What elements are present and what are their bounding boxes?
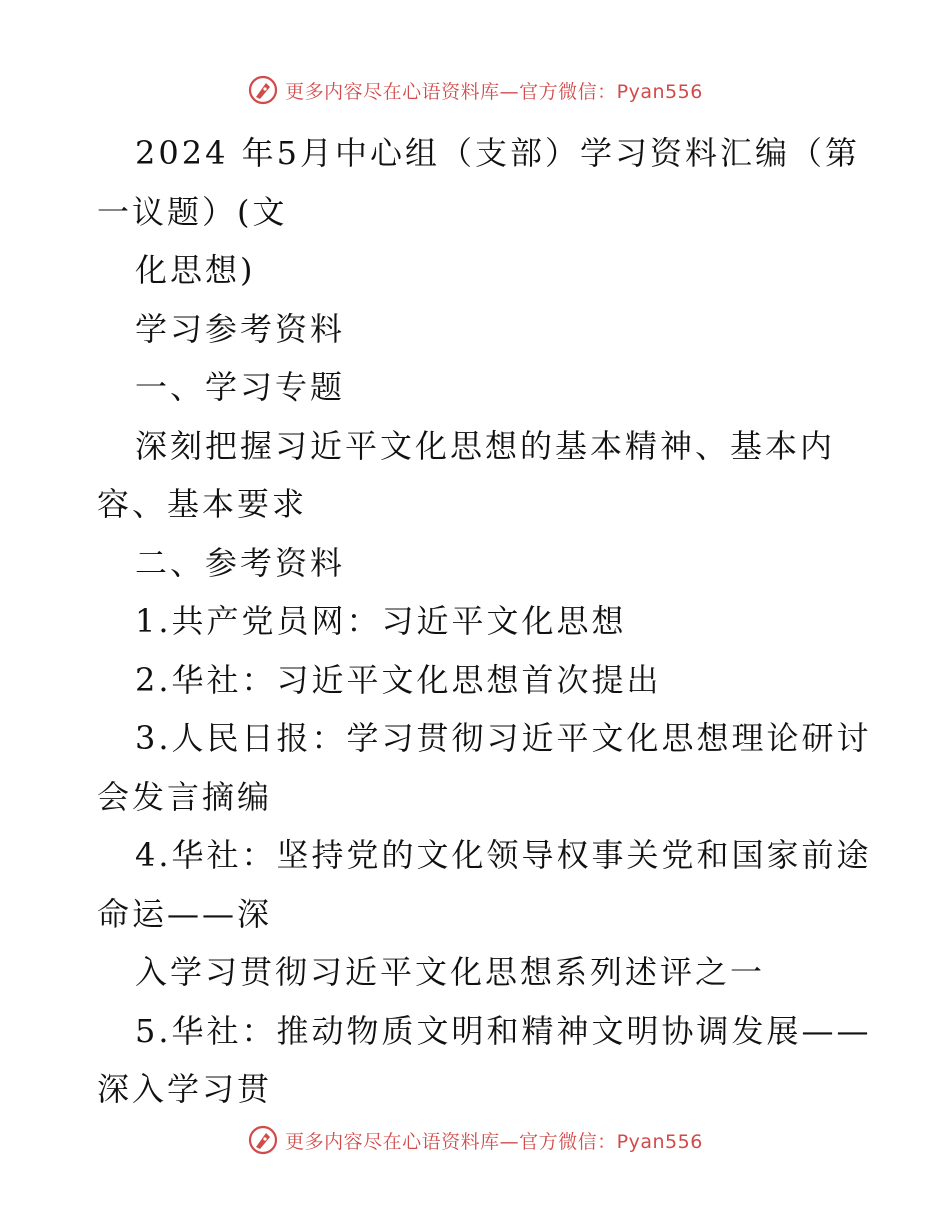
subsection-heading-topic: 一、学习专题 <box>135 368 346 406</box>
reference-item-3-line-2: 会发言摘编 <box>97 777 273 816</box>
reference-item-3-line-1: 3.人民日报：学习贯彻习近平文化思想理论研讨 <box>135 719 872 757</box>
topic-text-line-2: 容、基本要求 <box>97 485 308 523</box>
watermark-text: 更多内容尽在心语资料库—官方微信：Pyan556 <box>285 1130 703 1153</box>
subsection-heading-references: 二、参考资料 <box>135 543 346 582</box>
doc-title-line-3: 化思想) <box>135 251 256 289</box>
reference-item-4-line-2: 命运——深 <box>97 894 273 933</box>
doc-title-line-2: 一议题）(文 <box>97 192 288 231</box>
reference-item-1: 1.共产党员网：习近平文化思想 <box>135 602 627 640</box>
reference-item-5-line-2: 深入学习贯 <box>97 1070 273 1108</box>
pen-nib-logo-icon <box>247 1124 279 1156</box>
topic-text-line-1: 深刻把握习近平文化思想的基本精神、基本内 <box>135 426 836 465</box>
header-watermark <box>0 70 950 110</box>
reference-item-4-line-1: 4.华社：坚持党的文化领导权事关党和国家前途 <box>135 836 872 874</box>
reference-item-4-line-3: 入学习贯彻习近平文化思想系列述评之一 <box>135 953 766 991</box>
reference-item-2: 2.华社：习近平文化思想首次提出 <box>135 660 662 699</box>
reference-item-5-line-1: 5.华社：推动物质文明和精神文明协调发展—— <box>135 1011 872 1050</box>
pen-nib-logo-icon <box>247 74 279 106</box>
document-body <box>97 124 872 1119</box>
watermark-text: 更多内容尽在心语资料库—官方微信：Pyan556 <box>285 80 703 103</box>
doc-title-line-1: 2024 年5月中心组（支部）学习资料汇编（第 <box>135 134 860 172</box>
section-heading: 学习参考资料 <box>135 309 346 348</box>
footer-watermark <box>0 1120 950 1160</box>
